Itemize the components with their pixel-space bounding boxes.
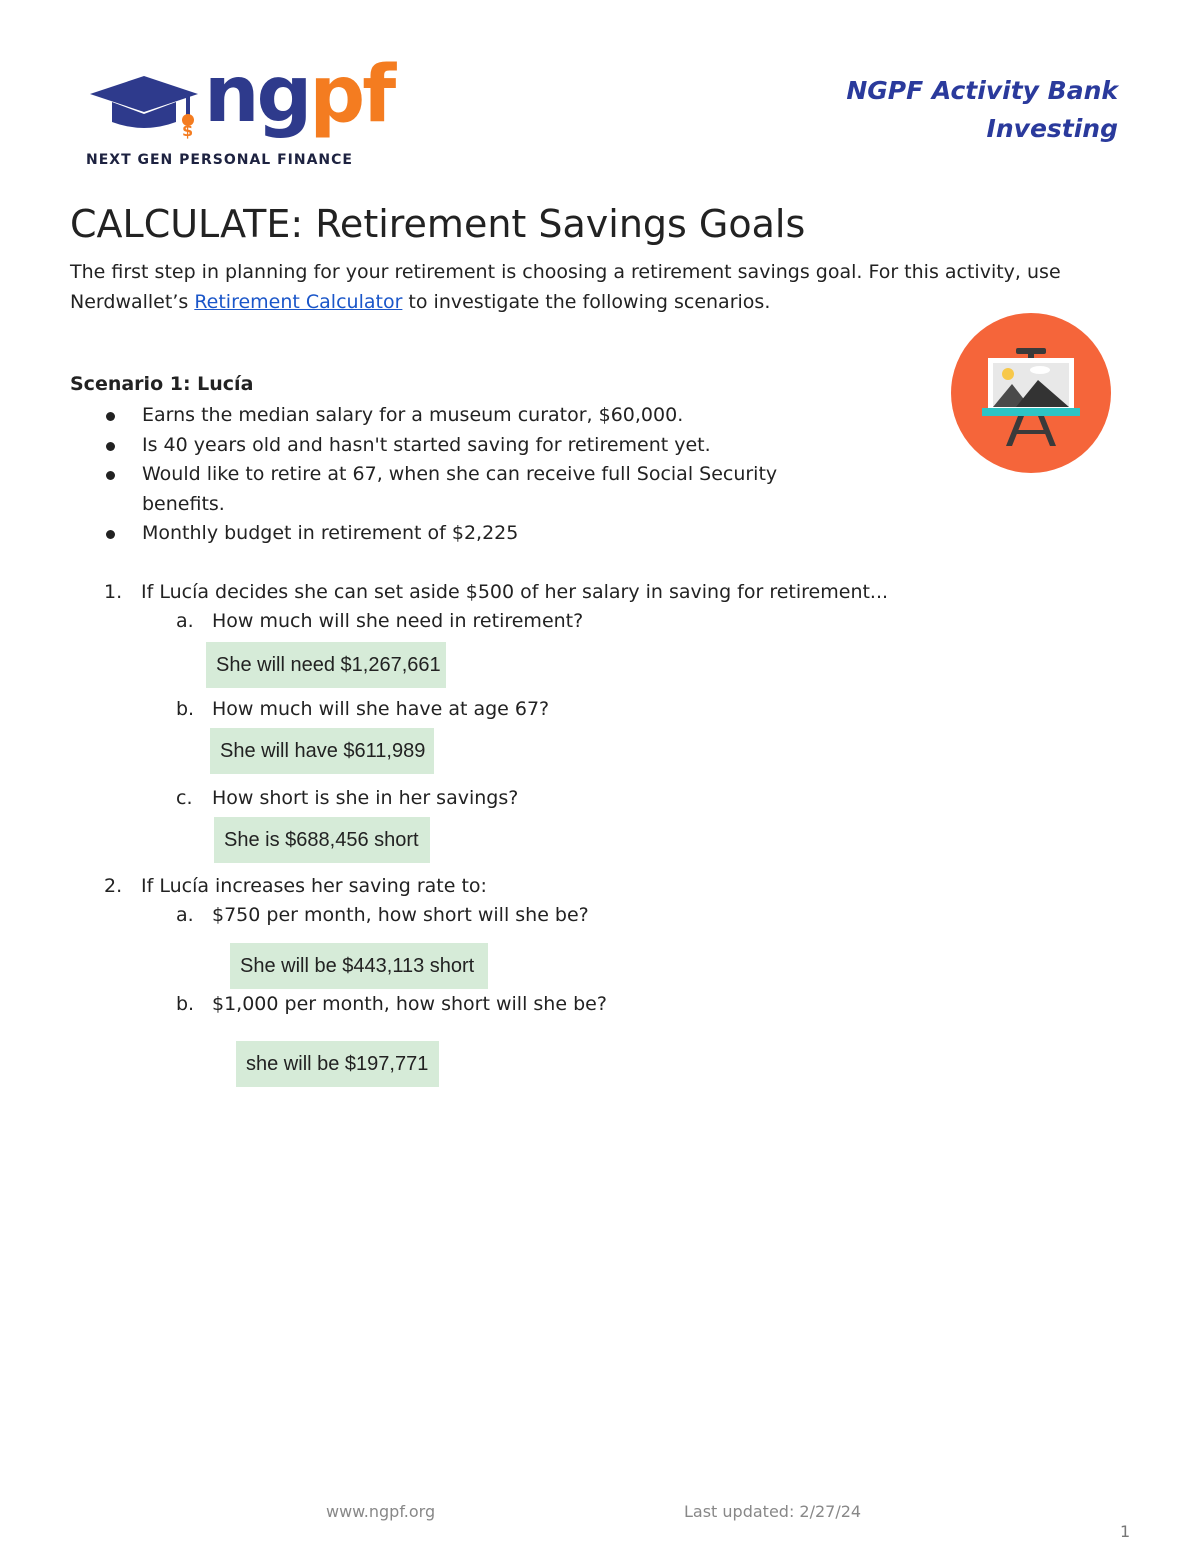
answer-2a: She will be $443,113 short: [230, 943, 488, 989]
intro-paragraph: The first step in planning for your retirement is choosing a retirement savings goal. For this activity, use Nerdwallet’s Retirement Calculator to investigate the following scenarios.: [70, 261, 1061, 313]
question-1b-letter: b.: [176, 698, 195, 720]
question-1a-letter: a.: [176, 610, 194, 632]
question-1-number: 1.: [104, 581, 123, 603]
question-2a-letter: a.: [176, 904, 194, 926]
footer-last-updated: Last updated: 2/27/24: [684, 1502, 862, 1521]
scenario-heading: Scenario 1: Lucía: [70, 373, 254, 395]
ngpf-logo: [86, 50, 394, 172]
question-2-number: 2.: [104, 875, 123, 897]
easel-presentation-icon: [950, 312, 1112, 474]
question-2a-text: $750 per month, how short will she be?: [212, 904, 589, 926]
activity-bank-header: [846, 72, 1118, 148]
question-1a-text: How much will she need in retirement?: [212, 610, 584, 632]
list-item: Would like to retire at 67, when she can receive full Social Security benefits.: [106, 460, 866, 519]
question-1b-text: How much will she have at age 67?: [212, 698, 550, 720]
scenario-bullet-list: [106, 401, 866, 549]
logo-wordmark: ngpf: [204, 50, 394, 140]
retirement-calculator-link[interactable]: Retirement Calculator: [194, 291, 403, 313]
answer-1a: She will need $1,267,661: [206, 642, 446, 688]
answer-1c: She is $688,456 short: [214, 817, 430, 863]
question-2-text: If Lucía increases her saving rate to:: [141, 875, 487, 897]
footer-website-link[interactable]: www.ngpf.org: [326, 1502, 436, 1521]
question-1c-letter: c.: [176, 787, 193, 809]
list-item: Monthly budget in retirement of $2,225: [106, 519, 866, 549]
question-1c-text: How short is she in her savings?: [212, 787, 519, 809]
list-item: Earns the median salary for a museum curator, $60,000.: [106, 401, 866, 431]
question-1-text: If Lucía decides she can set aside $500 of her salary in saving for retirement...: [141, 581, 889, 603]
category-label: Investing: [986, 114, 1118, 143]
question-2b-letter: b.: [176, 993, 195, 1015]
page-title: CALCULATE: Retirement Savings Goals: [70, 202, 806, 246]
answer-1b: She will have $611,989: [210, 728, 434, 774]
graduation-cap-icon: [86, 70, 204, 140]
list-item: Is 40 years old and hasn't started saving for retirement yet.: [106, 431, 866, 461]
activity-bank-label: NGPF Activity Bank: [846, 76, 1118, 105]
question-2b-text: $1,000 per month, how short will she be?: [212, 993, 607, 1015]
svg-text:$: $: [182, 121, 194, 140]
page-number: 1: [1120, 1522, 1131, 1541]
answer-2b: she will be $197,771: [236, 1041, 439, 1087]
logo-tagline: NEXT GEN PERSONAL FINANCE: [86, 152, 353, 168]
